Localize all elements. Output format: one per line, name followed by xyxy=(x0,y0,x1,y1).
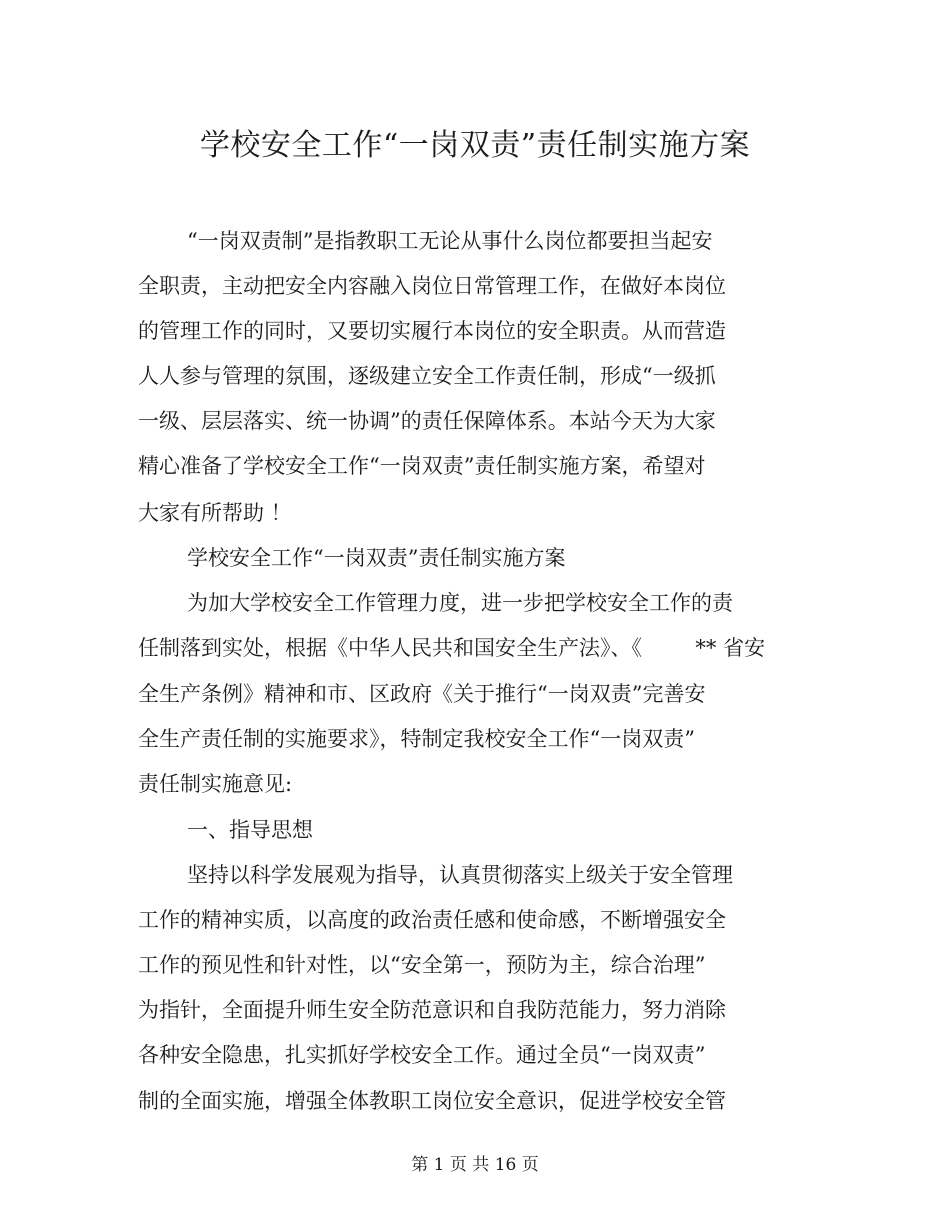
section-heading: 学校安全工作“一岗双责”责任制实施方案 xyxy=(187,546,566,570)
body-line: 精心准备了学校安全工作“一岗双责”责任制实施方案，希望对 xyxy=(138,454,706,478)
body-line: 为加大学校安全工作管理力度，进一步把学校安全工作的责 xyxy=(187,591,733,615)
body-line: 为指针，全面提升师生安全防范意识和自我防范能力，努力消除 xyxy=(138,998,726,1022)
body-line: 全生产条例》精神和市、区政府《关于推行“一岗双责”完善安 xyxy=(138,682,706,706)
body-line: 制的全面实施，增强全体教职工岗位安全意识，促进学校安全管 xyxy=(138,1089,726,1113)
body-line: 责任制实施意见: xyxy=(138,772,293,796)
body-line: 人人参与管理的氛围，逐级建立安全工作责任制，形成“一级抓 xyxy=(138,364,716,388)
document-title: 学校安全工作“一岗双责”责任制实施方案 xyxy=(199,128,751,163)
body-line: 的管理工作的同时，又要切实履行本岗位的安全职责。从而营造 xyxy=(138,319,726,343)
body-line: 任制落到实处，根据《中华人民共和国安全生产法》、《 ** 省安 xyxy=(138,636,766,660)
page-number-footer: 第 1 页 共 16 页 xyxy=(411,1155,539,1175)
section-heading: 一、指导思想 xyxy=(187,818,313,842)
body-line: 大家有所帮助 ！ xyxy=(138,501,292,525)
body-line: 工作的精神实质，以高度的政治责任感和使命感，不断增强安全 xyxy=(138,908,726,932)
body-line: “一岗双责制”是指教职工无论从事什么岗位都要担当起安 xyxy=(187,229,713,253)
body-line: 全职责，主动把安全内容融入岗位日常管理工作，在做好本岗位 xyxy=(138,274,726,298)
body-line: 全生产责任制的实施要求》，特制定我校安全工作“一岗双责” xyxy=(138,727,695,751)
body-line: 坚持以科学发展观为指导，认真贯彻落实上级关于安全管理 xyxy=(187,863,733,887)
body-line: 工作的预见性和针对性，以“安全第一，预防为主，综合治理” xyxy=(138,953,706,977)
body-line: 各种安全隐患，扎实抓好学校安全工作。通过全员“一岗双责” xyxy=(138,1043,706,1067)
body-line: 一级、层层落实、统一协调”的责任保障体系。本站今天为大家 xyxy=(138,409,716,433)
